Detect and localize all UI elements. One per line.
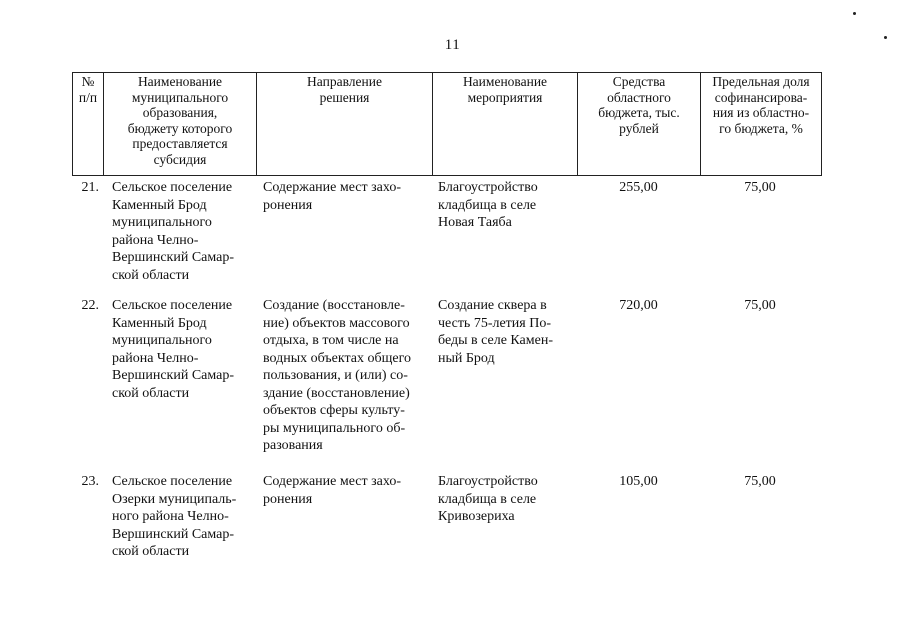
header-no: № п/п — [73, 73, 104, 175]
row-event: Благоустройство кладбища в селе Кривозериха — [438, 474, 538, 524]
row-funds: 105,00 — [619, 474, 658, 489]
page-number: 11 — [444, 37, 461, 53]
row-event: Благоустройство кладбища в селе Новая Таяба — [438, 180, 538, 230]
row-direction: Содержание мест захо- ронения — [263, 180, 401, 213]
row-direction: Содержание мест захо- ронения — [263, 474, 401, 507]
header-share: Предельная доля софинансирова- ния из областно- го бюджета, % — [712, 74, 810, 136]
row-municipality: Сельское поселение Озерки муниципаль- ного района Челно- Вершинский Самар- ской области — [112, 474, 237, 559]
row-municipality: Сельское поселение Каменный Брод муниципального района Челно- Вершинский Самар- ской области — [112, 298, 235, 401]
row-direction: Создание (восстановле- ние) объектов массового отдыха, в том числе на водных объектах общего пользования, и (или) со- здание (восстановление) объектов сферы культу- ры муниципального об- разования — [263, 298, 411, 453]
table-header — [72, 72, 822, 176]
row-funds: 255,00 — [619, 180, 658, 195]
row-number: 22. — [81, 298, 99, 313]
header-funds: Средства областного бюджета, тыс. рублей — [578, 73, 701, 175]
row-municipality: Сельское поселение Каменный Брод муниципального района Челно- Вершинский Самар- ской области — [112, 180, 235, 283]
row-share: 75,00 — [744, 298, 776, 313]
row-number: 23. — [81, 474, 99, 489]
scan-speck — [853, 12, 856, 15]
header-municipality: Наименование муниципального образования, бюджету которого предоставляется субсидия — [104, 73, 257, 175]
row-number: 21. — [81, 180, 99, 195]
scan-speck — [884, 36, 887, 39]
row-share: 75,00 — [744, 474, 776, 489]
row-share: 75,00 — [744, 180, 776, 195]
header-event: Наименование мероприятия — [433, 73, 578, 175]
row-funds: 720,00 — [619, 298, 658, 313]
row-event: Создание сквера в честь 75-летия По- беды в селе Камен- ный Брод — [438, 298, 554, 366]
header-direction: Направление решения — [257, 73, 433, 175]
